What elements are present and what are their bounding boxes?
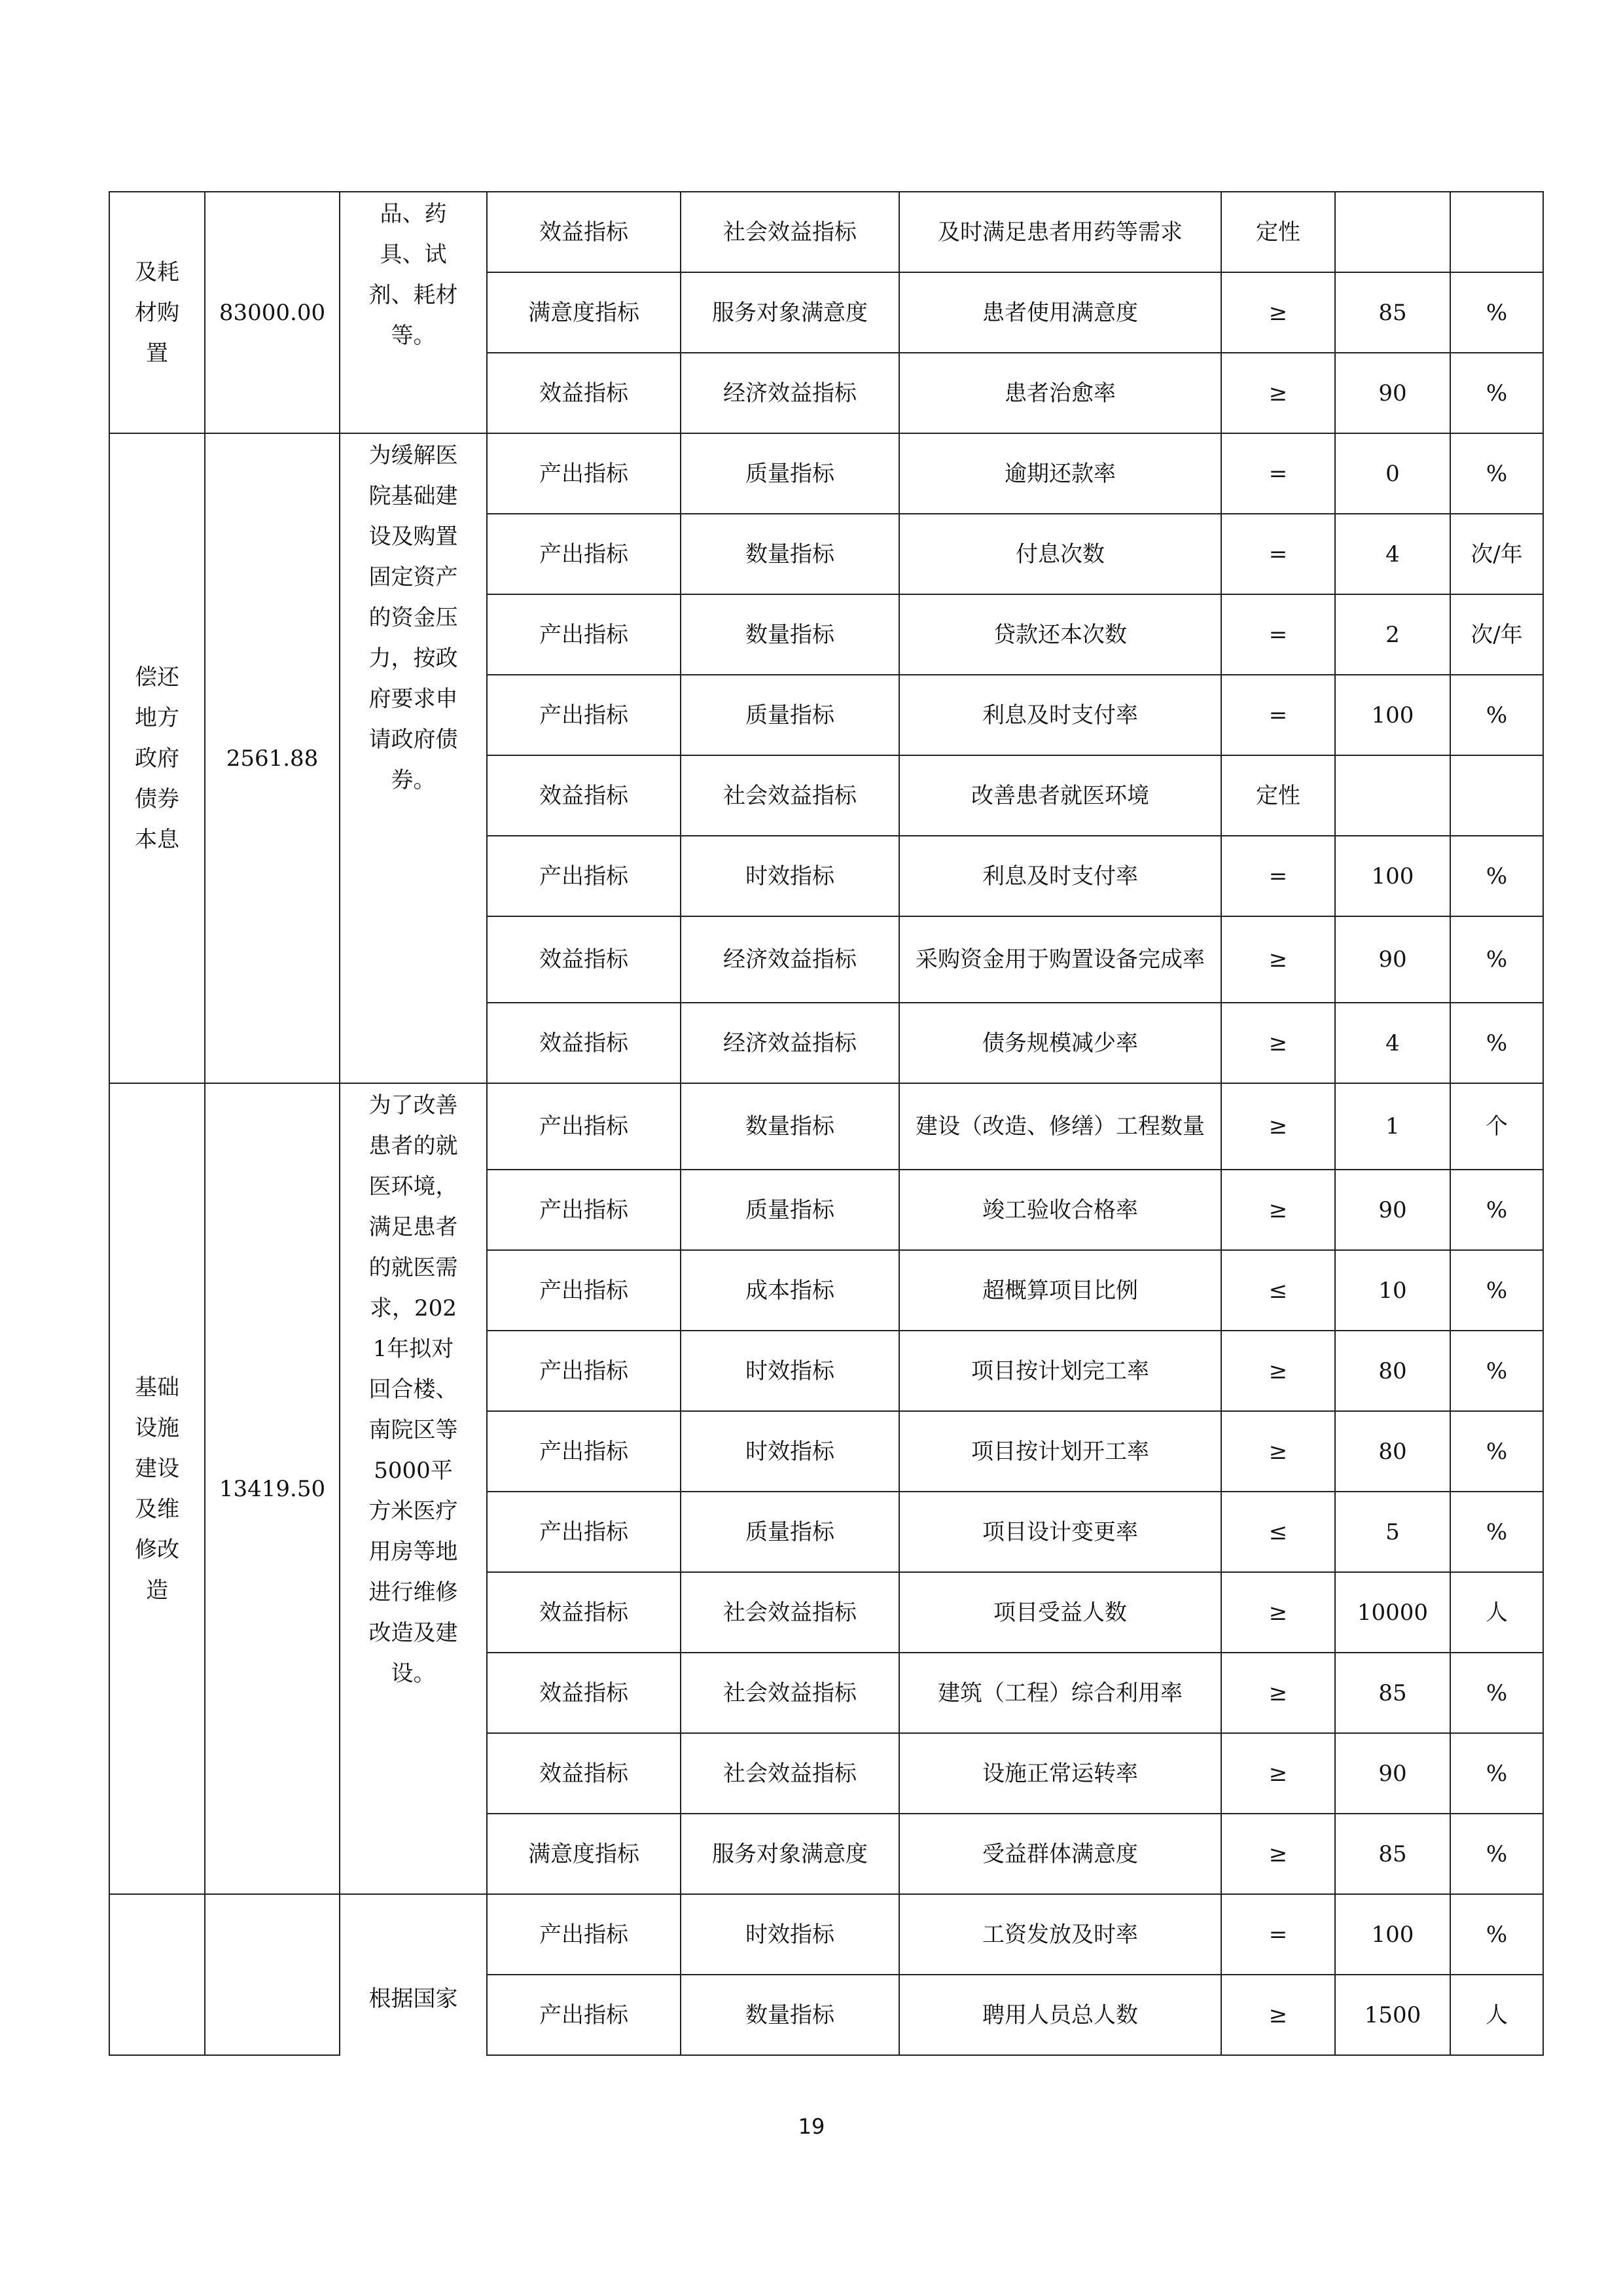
indicator-value: 1: [1335, 1083, 1450, 1170]
indicator-value: 90: [1335, 1733, 1450, 1814]
level1-indicator: 产出指标: [487, 1250, 681, 1331]
level1-indicator: 效益指标: [487, 1733, 681, 1814]
level1-indicator: 产出指标: [487, 594, 681, 675]
comparison-operator: ≥: [1221, 1814, 1335, 1894]
comparison-operator: 定性: [1221, 192, 1335, 272]
level3-indicator: 项目设计变更率: [899, 1492, 1221, 1572]
level2-indicator: 质量指标: [681, 433, 899, 514]
project-description: 为了改善患者的就医环境，满足患者的就医需求，2021年拟对回合楼、南院区等5000平方米医疗用房等地进行维修改造及建设。: [368, 1092, 458, 1687]
project-name-cell: [109, 433, 205, 1083]
comparison-operator: =: [1221, 1894, 1335, 1975]
level3-indicator: 贷款还本次数: [899, 594, 1221, 675]
level2-indicator: 社会效益指标: [681, 1733, 899, 1814]
level2-indicator: 社会效益指标: [681, 192, 899, 272]
project-description-cell: [340, 1083, 487, 1894]
level1-indicator: 产出指标: [487, 1411, 681, 1492]
project-description-cell: [340, 192, 487, 433]
project-name: 偿还地方政府债券本息: [134, 664, 179, 853]
level1-indicator: 产出指标: [487, 1492, 681, 1572]
comparison-operator: ≤: [1221, 1250, 1335, 1331]
level3-indicator: 改善患者就医环境: [899, 755, 1221, 836]
level3-indicator: 及时满足患者用药等需求: [899, 192, 1221, 272]
level2-indicator: 社会效益指标: [681, 755, 899, 836]
level3-indicator: 患者使用满意度: [899, 272, 1221, 353]
table-row: [109, 1083, 1543, 1170]
level1-indicator: 产出指标: [487, 1975, 681, 2055]
comparison-operator: =: [1221, 836, 1335, 916]
indicator-value: 100: [1335, 1894, 1450, 1975]
level3-indicator: 采购资金用于购置设备完成率: [899, 916, 1221, 1003]
level1-indicator: 产出指标: [487, 1894, 681, 1975]
level1-indicator: 效益指标: [487, 192, 681, 272]
level1-indicator: 产出指标: [487, 836, 681, 916]
indicator-value: 10: [1335, 1250, 1450, 1331]
indicator-unit: %: [1450, 1331, 1543, 1411]
indicator-unit: %: [1450, 1733, 1543, 1814]
table-row: [109, 1894, 1543, 1975]
indicator-unit: [1450, 755, 1543, 836]
indicator-unit: %: [1450, 1003, 1543, 1083]
comparison-operator: ≥: [1221, 353, 1335, 433]
indicator-value: 5: [1335, 1492, 1450, 1572]
project-description-cell: [340, 433, 487, 1083]
level2-indicator: 质量指标: [681, 675, 899, 755]
indicator-unit: 人: [1450, 1572, 1543, 1653]
level2-indicator: 数量指标: [681, 1975, 899, 2055]
indicator-unit: %: [1450, 1411, 1543, 1492]
indicator-unit: %: [1450, 1492, 1543, 1572]
level3-indicator: 项目受益人数: [899, 1572, 1221, 1653]
comparison-operator: ≥: [1221, 1331, 1335, 1411]
indicator-value: 2: [1335, 594, 1450, 675]
level2-indicator: 服务对象满意度: [681, 1814, 899, 1894]
comparison-operator: ≥: [1221, 1083, 1335, 1170]
project-amount: 2561.88: [205, 433, 340, 1083]
level3-indicator: 利息及时支付率: [899, 836, 1221, 916]
indicator-value: 90: [1335, 353, 1450, 433]
level1-indicator: 效益指标: [487, 1003, 681, 1083]
level2-indicator: 质量指标: [681, 1492, 899, 1572]
level1-indicator: 满意度指标: [487, 272, 681, 353]
comparison-operator: =: [1221, 514, 1335, 594]
indicator-unit: 人: [1450, 1975, 1543, 2055]
indicator-unit: %: [1450, 1653, 1543, 1733]
level2-indicator: 经济效益指标: [681, 916, 899, 1003]
level2-indicator: 社会效益指标: [681, 1653, 899, 1733]
level2-indicator: 经济效益指标: [681, 353, 899, 433]
level3-indicator: 竣工验收合格率: [899, 1170, 1221, 1250]
comparison-operator: ≥: [1221, 1003, 1335, 1083]
indicator-unit: %: [1450, 353, 1543, 433]
level2-indicator: 服务对象满意度: [681, 272, 899, 353]
level3-indicator: 建设（改造、修缮）工程数量: [899, 1083, 1221, 1170]
level3-indicator: 工资发放及时率: [899, 1894, 1221, 1975]
comparison-operator: =: [1221, 675, 1335, 755]
indicator-unit: [1450, 192, 1543, 272]
indicator-unit: %: [1450, 836, 1543, 916]
comparison-operator: ≤: [1221, 1492, 1335, 1572]
comparison-operator: 定性: [1221, 755, 1335, 836]
project-name-cell: [109, 192, 205, 433]
comparison-operator: ≥: [1221, 1411, 1335, 1492]
level3-indicator: 付息次数: [899, 514, 1221, 594]
level1-indicator: 效益指标: [487, 755, 681, 836]
project-name-cell: [109, 1894, 205, 2055]
level1-indicator: 产出指标: [487, 675, 681, 755]
indicator-value: [1335, 755, 1450, 836]
project-amount: [205, 1894, 340, 2055]
project-description: 品、药具、试剂、耗材等。: [368, 201, 458, 349]
level1-indicator: 产出指标: [487, 1083, 681, 1170]
indicator-unit: %: [1450, 675, 1543, 755]
level1-indicator: 产出指标: [487, 433, 681, 514]
indicator-value: 10000: [1335, 1572, 1450, 1653]
level3-indicator: 利息及时支付率: [899, 675, 1221, 755]
comparison-operator: =: [1221, 433, 1335, 514]
indicator-value: 4: [1335, 514, 1450, 594]
table-row: [109, 433, 1543, 514]
indicator-value: 85: [1335, 272, 1450, 353]
comparison-operator: ≥: [1221, 272, 1335, 353]
project-name: 基础设施建设及维修改造: [134, 1374, 179, 1604]
project-description: 根据国家: [368, 1986, 458, 2012]
level3-indicator: 项目按计划完工率: [899, 1331, 1221, 1411]
level2-indicator: 成本指标: [681, 1250, 899, 1331]
level3-indicator: 建筑（工程）综合利用率: [899, 1653, 1221, 1733]
page-number: 19: [798, 2114, 825, 2139]
indicator-unit: 个: [1450, 1083, 1543, 1170]
level2-indicator: 质量指标: [681, 1170, 899, 1250]
indicator-unit: %: [1450, 1814, 1543, 1894]
comparison-operator: ≥: [1221, 1170, 1335, 1250]
comparison-operator: ≥: [1221, 1975, 1335, 2055]
comparison-operator: =: [1221, 594, 1335, 675]
indicator-value: 100: [1335, 836, 1450, 916]
comparison-operator: ≥: [1221, 1572, 1335, 1653]
level1-indicator: 满意度指标: [487, 1814, 681, 1894]
level1-indicator: 产出指标: [487, 514, 681, 594]
level1-indicator: 效益指标: [487, 353, 681, 433]
indicator-value: 100: [1335, 675, 1450, 755]
level3-indicator: 患者治愈率: [899, 353, 1221, 433]
level3-indicator: 债务规模减少率: [899, 1003, 1221, 1083]
performance-indicator-table: [109, 191, 1544, 2056]
level3-indicator: 超概算项目比例: [899, 1250, 1221, 1331]
level2-indicator: 数量指标: [681, 1083, 899, 1170]
indicator-unit: %: [1450, 1250, 1543, 1331]
project-name: 及耗材购置: [134, 259, 179, 367]
level3-indicator: 受益群体满意度: [899, 1814, 1221, 1894]
project-description: 为缓解医院基础建设及购置固定资产的资金压力，按政府要求申请政府债券。: [368, 442, 458, 793]
comparison-operator: ≥: [1221, 1733, 1335, 1814]
indicator-value: 90: [1335, 1170, 1450, 1250]
indicator-unit: %: [1450, 1894, 1543, 1975]
level1-indicator: 产出指标: [487, 1170, 681, 1250]
indicator-value: 80: [1335, 1331, 1450, 1411]
level2-indicator: 数量指标: [681, 514, 899, 594]
indicator-unit: 次/年: [1450, 514, 1543, 594]
level2-indicator: 数量指标: [681, 594, 899, 675]
project-amount: 13419.50: [205, 1083, 340, 1894]
level1-indicator: 效益指标: [487, 1653, 681, 1733]
indicator-value: 85: [1335, 1814, 1450, 1894]
project-name-cell: [109, 1083, 205, 1894]
indicator-value: 90: [1335, 916, 1450, 1003]
level2-indicator: 社会效益指标: [681, 1572, 899, 1653]
level3-indicator: 设施正常运转率: [899, 1733, 1221, 1814]
indicator-unit: %: [1450, 272, 1543, 353]
indicator-value: 4: [1335, 1003, 1450, 1083]
indicator-value: 85: [1335, 1653, 1450, 1733]
indicator-value: 0: [1335, 433, 1450, 514]
table-row: [109, 192, 1543, 272]
level3-indicator: 逾期还款率: [899, 433, 1221, 514]
level1-indicator: 效益指标: [487, 1572, 681, 1653]
level3-indicator: 聘用人员总人数: [899, 1975, 1221, 2055]
project-amount: 83000.00: [205, 192, 340, 433]
indicator-unit: %: [1450, 916, 1543, 1003]
level2-indicator: 经济效益指标: [681, 1003, 899, 1083]
comparison-operator: ≥: [1221, 1653, 1335, 1733]
indicator-value: [1335, 192, 1450, 272]
indicator-unit: 次/年: [1450, 594, 1543, 675]
level2-indicator: 时效指标: [681, 1894, 899, 1975]
level1-indicator: 效益指标: [487, 916, 681, 1003]
level2-indicator: 时效指标: [681, 1331, 899, 1411]
level3-indicator: 项目按计划开工率: [899, 1411, 1221, 1492]
level2-indicator: 时效指标: [681, 1411, 899, 1492]
indicator-value: 80: [1335, 1411, 1450, 1492]
level1-indicator: 产出指标: [487, 1331, 681, 1411]
indicator-unit: %: [1450, 1170, 1543, 1250]
indicator-value: 1500: [1335, 1975, 1450, 2055]
project-description-cell: [340, 1894, 487, 2055]
level2-indicator: 时效指标: [681, 836, 899, 916]
comparison-operator: ≥: [1221, 916, 1335, 1003]
indicator-unit: %: [1450, 433, 1543, 514]
